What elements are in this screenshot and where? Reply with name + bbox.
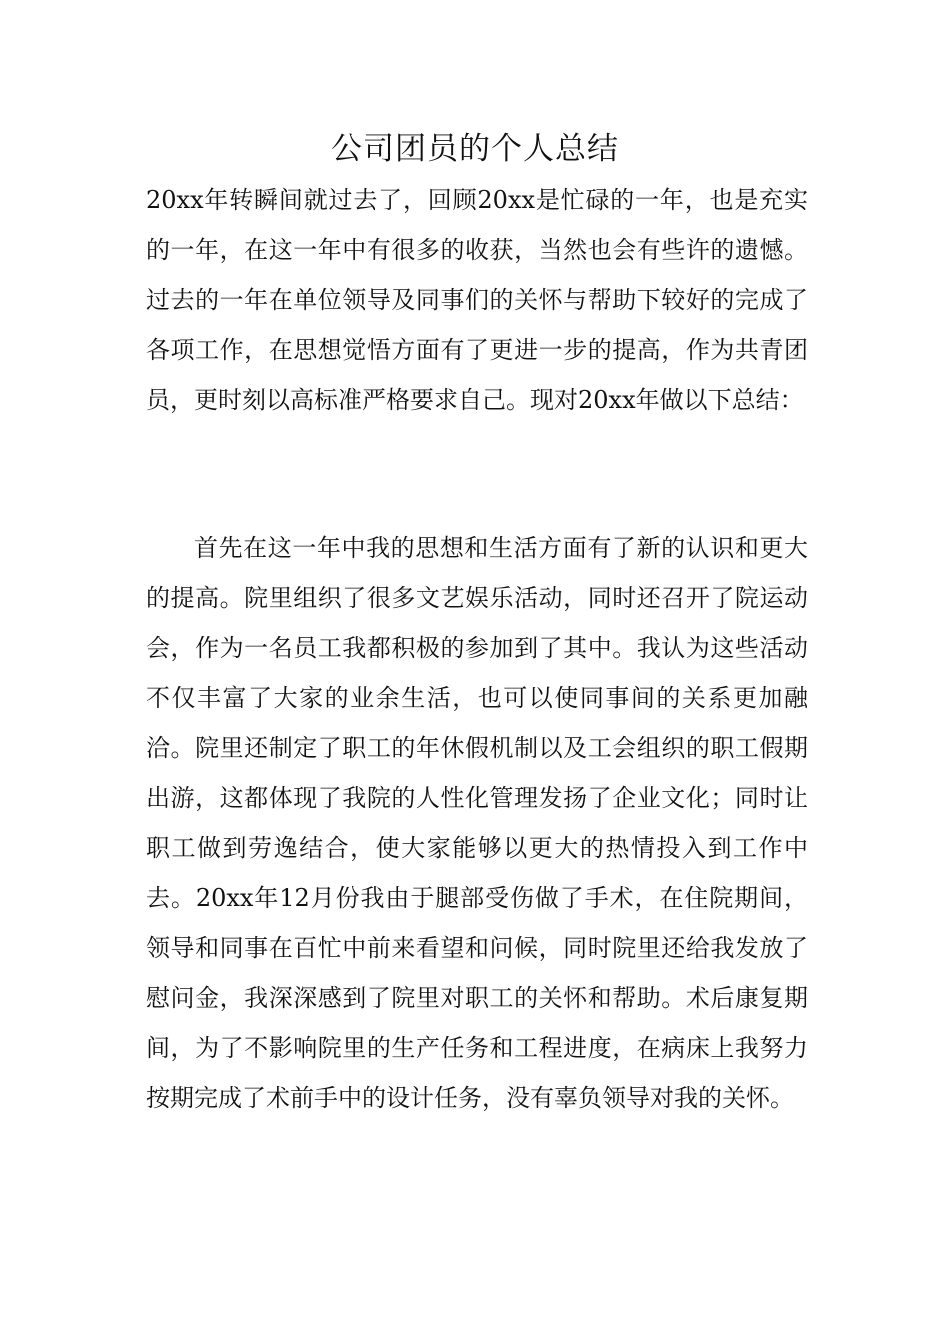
document-title: 公司团员的个人总结 <box>331 131 619 167</box>
paragraph-intro: 20xx年转瞬间就过去了，回顾20xx是忙碌的一年，也是充实的一年，在这一年中有很多的收获，当然也会有些许的遗憾。过去的一年在单位领导及同事们的关怀与帮助下较好的完成了各项工作，在思想觉悟方面有了更进一步的提高，作为共青团员，更时刻以高标准严格要求自己。现对20xx年做以下总结： <box>146 186 808 414</box>
paragraph-body: 首先在这一年中我的思想和生活方面有了新的认识和更大的提高。院里组织了很多文艺娱乐活动，同时还召开了院运动会，作为一名员工我都积极的参加到了其中。我认为这些活动不仅丰富了大家的业余生活，也可以使同事间的关系更加融洽。院里还制定了职工的年休假机制以及工会组织的职工假期出游，这都体现了我院的人性化管理发扬了企业文化；同时让职工做到劳逸结合，使大家能够以更大的热情投入到工作中去。20xx年12月份我由于腿部受伤做了手术，在住院期间，领导和同事在百忙中前来看望和问候，同时院里还给我发放了慰问金，我深深感到了院里对职工的关怀和帮助。术后康复期间，为了不影响院里的生产任务和工程进度，在病床上我努力按期完成了术前手中的设计任务，没有辜负领导对我的关怀。 <box>146 534 808 1112</box>
